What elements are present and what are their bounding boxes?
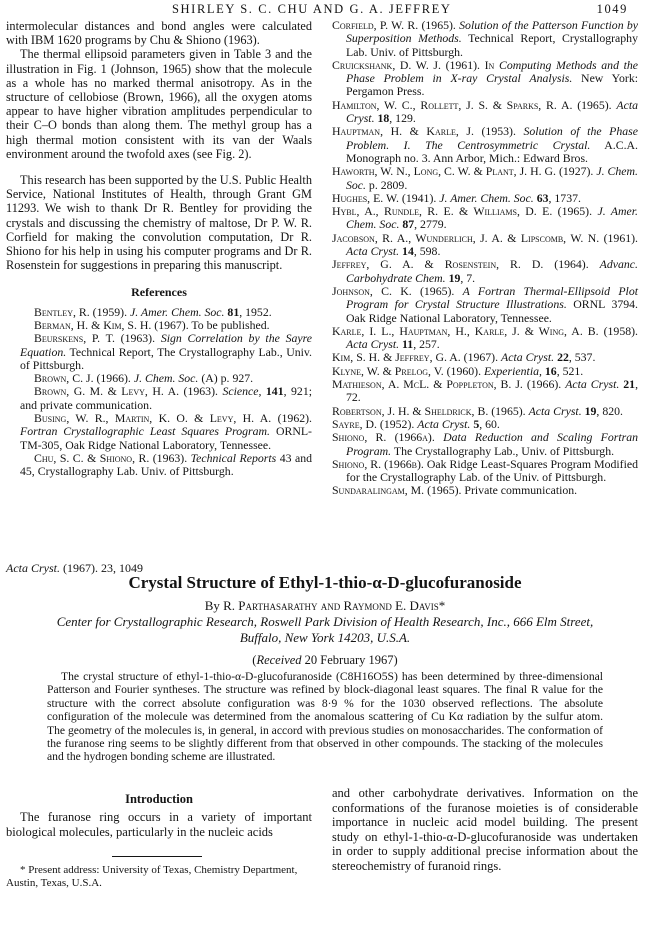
reference-source: J. Chem. Soc.: [346, 164, 638, 192]
reference-details: ORNL-TM-305, Oak Ridge National Laboratory, Tennessee.: [20, 424, 312, 452]
reference-details: , 820.: [596, 403, 623, 418]
received-label: Received: [256, 653, 302, 667]
reference-entry: [332, 232, 638, 259]
reference-details: To be published.: [188, 317, 270, 332]
reference-entry: [332, 325, 638, 352]
reference-entry: [332, 19, 638, 59]
page-number: 1049: [596, 2, 628, 16]
reference-source: J. Amer. Chem. Soc.: [439, 190, 534, 205]
reference-details: The Crystallography Lab., Univ. of Pittsburgh.: [391, 443, 615, 458]
reference-source: Acta Cryst.: [346, 244, 400, 259]
article-title: Crystal Structure of Ethyl-1-thio-α-D-glucofuranoside: [128, 573, 522, 592]
reference-details: , 537.: [568, 350, 596, 365]
left-column: [6, 19, 312, 479]
introduction-heading: Introduction: [125, 792, 193, 806]
reference-volume: 5: [473, 416, 480, 431]
reference-details: (A) p. 927.: [198, 371, 254, 386]
reference-authors: Sayre, D. (1952).: [332, 416, 415, 431]
references-heading: References: [131, 285, 187, 300]
reference-details: A.C.A. Monograph no. 3. Ann Arbor, Mich.: Edward Bros.: [346, 137, 638, 165]
running-title: SHIRLEY S. C. CHU AND G. A. JEFFREY: [172, 2, 452, 16]
reference-source: Acta Cryst.: [528, 403, 582, 418]
reference-source: Technical Reports: [190, 450, 277, 465]
reference-authors: Shiono, R. (1966a).: [332, 430, 435, 445]
introduction-right: and other carbohydrate derivatives. Information on the conformations of the furanose moieties is of considerable importance in nucleic acid model building. The present study on ethyl-1-thio-α-D-glucofuranoside was undertaken in order to supply additional precise information about the stereochemistry of furanoid rings.: [332, 786, 638, 873]
reference-authors: Jacobson, R. A., Wunderlich, J. A. & Lipscomb, W. N. (1961).: [332, 230, 638, 245]
footnote-rule: [112, 856, 202, 857]
reference-details: , 2779.: [414, 217, 447, 232]
reference-entry: [332, 378, 638, 405]
reference-details: , 1952.: [239, 304, 272, 319]
paragraph-thermal: The thermal ellipsoid parameters given in Table 3 and the illustration in Fig. 1 (Johnson, 1965) show that the molecule as a whole has no marked thermal anisotropy. As in the structure of cellobiose (Brown, 1966), all the oxygen atoms appear to have higher vibration amplitudes perpendicular to their C–O bonds than along them. The methyl group has a high thermal motion consistent with its van der Waals environment around the twofold axes (see Fig. 2).: [6, 47, 312, 161]
reference-entry: [332, 125, 638, 165]
reference-source: Experientia,: [483, 363, 542, 378]
received-line: (Received 20 February 1967): [252, 653, 398, 667]
reference-details: , 521.: [556, 363, 584, 378]
reference-authors: Corfield, P. W. R. (1965).: [332, 18, 456, 32]
reference-details: Technical Report, Crystallography Lab. Univ. of Pittsburgh.: [346, 31, 638, 59]
affiliation: Center for Crystallographic Research, Roswell Park Division of Health Research, Inc., 666 Elm Street, Buffalo, New York 14203, U.S.A.: [56, 614, 594, 645]
reference-details: New York: Pergamon Press.: [346, 71, 638, 99]
right-references-list: [332, 19, 638, 498]
reference-authors: Karle, I. L., Hauptman, H., Karle, J. & Wing, A. B. (1958).: [332, 323, 638, 338]
reference-details: , 60.: [479, 416, 500, 431]
reference-entry: [332, 351, 638, 364]
reference-details: , 598.: [413, 244, 441, 259]
reference-volume: 141: [265, 384, 284, 399]
reference-details: , 257.: [413, 337, 440, 352]
reference-details: , 72.: [346, 377, 639, 405]
reference-details: , 1737.: [548, 190, 581, 205]
reference-authors: Klyne, W. & Prelog, V. (1960).: [332, 363, 482, 378]
reference-volume: 14: [402, 244, 414, 259]
reference-entry: [6, 306, 312, 319]
reference-source: J. Amer. Chem. Soc.: [346, 204, 638, 232]
received-date: 20 February 1967: [304, 653, 394, 667]
footnote: * Present address: University of Texas, Chemistry Department, Austin, Texas, U.S.A.: [6, 864, 298, 889]
reference-details: , 7.: [460, 270, 476, 285]
reference-source: Sign Correlation by the Sayre Equation.: [20, 331, 312, 359]
reference-source: J. Chem. Soc.: [133, 371, 199, 386]
reference-source: Science,: [222, 384, 262, 399]
reference-authors: Hauptman, H. & Karle, J. (1953).: [332, 124, 516, 139]
reference-entry: [6, 372, 312, 385]
reference-entry: [6, 319, 312, 332]
citation-journal: Acta Cryst.: [6, 561, 60, 575]
reference-authors: Sundaralingam, M. (1965).: [332, 483, 462, 498]
reference-authors: Cruickshank, D. W. J. (1961). In: [332, 57, 495, 72]
reference-authors: Brown, G. M. & Levy, H. A. (1963).: [34, 384, 218, 399]
by-word: By: [204, 598, 220, 613]
reference-entry: [332, 59, 638, 99]
reference-volume: 16: [544, 363, 557, 378]
reference-authors: Mathieson, A. McL. & Poppleton, B. J. (1966).: [332, 377, 562, 392]
reference-entry: [332, 285, 638, 325]
reference-entry: [332, 258, 638, 285]
reference-entry: [332, 484, 638, 497]
reference-details: Technical Report, The Crystallography Lab., Univ. of Pittsburgh.: [20, 344, 312, 372]
reference-entry: [332, 205, 638, 232]
reference-authors: Brown, C. J. (1966).: [34, 371, 131, 386]
reference-entry: [332, 192, 638, 205]
reference-volume: 19: [448, 270, 461, 285]
reference-details: Oak Ridge Least-Squares Program Modified for the Crystallography Lab. of the Univ. of Pittsburgh.: [346, 456, 638, 485]
reference-authors: Johnson, C. K. (1965).: [332, 283, 455, 298]
reference-source: Acta Cryst.: [565, 377, 620, 392]
reference-source: Fortran Crystallographic Least Squares Program.: [20, 424, 270, 439]
reference-volume: 19: [584, 403, 597, 418]
introduction-left: The furanose ring occurs in a variety of important biological molecules, particularly in the nucleic acids: [6, 810, 312, 839]
reference-authors: Berman, H. & Kim, S. H. (1967).: [34, 317, 189, 332]
reference-source: Solution of the Patterson Function by Superposition Methods.: [346, 18, 639, 46]
reference-volume: 11: [402, 337, 414, 352]
reference-source: Acta Cryst.: [346, 97, 639, 126]
reference-authors: Robertson, J. H. & Sheldrick, B. (1965).: [332, 403, 526, 418]
reference-authors: Hamilton, W. C., Rollett, J. S. & Sparks, R. A. (1965).: [332, 97, 612, 112]
reference-authors: Hybl, A., Rundle, R. E. & Williams, D. E. (1965).: [332, 204, 593, 219]
reference-authors: Bentley, R. (1959).: [34, 304, 128, 319]
citation-details: (1967). 23, 1049: [63, 561, 143, 575]
reference-authors: Hughes, E. W. (1941).: [332, 190, 437, 205]
reference-entry: [332, 418, 638, 431]
acknowledgements: This research has been supported by the U.S. Public Health Service, National Institutes of Health, through Grant GM 11293. We wish to thank Dr R. Bentley for providing the crystals and discussing the chemistry of maltose, Dr P. W. R. Corfield for making the convolution computation, Dr R. Shiono for his help in using his computer programs and Dr R. Rosenstein for suggestions in preparing this manuscript.: [6, 173, 312, 273]
abstract: The crystal structure of ethyl-1-thio-α-D-glucofuranoside (C8H16O5S) has been determined by three-dimensional Patterson and Fourier syntheses. The structure was refined by block-diagonal least squares. The final R value for the structure with the correct absolute configuration was 8·9 % for the 1030 observed reflections. The absolute configuration of the molecule was determined from the anomalous scattering of Cu Kα radiation by the sulfur atom. The geometry of the molecules is, in general, in accord with previous studies on monosaccharides. The conformation of the furanose ring seems to be slightly different from that observed in other compounds. The stacking of the molecules and the hydrogen bonding scheme are illustrated.: [47, 670, 603, 764]
reference-volume: 18: [377, 111, 390, 126]
reference-source: Acta Cryst.: [346, 337, 400, 352]
reference-entry: [332, 99, 638, 126]
reference-volume: 63: [536, 190, 549, 205]
reference-authors: Busing, W. R., Martin, K. O. & Levy, H. A. (1962).: [34, 411, 312, 426]
reference-volume: 87: [402, 217, 415, 232]
reference-authors: Jeffrey, G. A. & Rosenstein, R. D. (1964).: [332, 257, 589, 272]
paragraph-continued: intermolecular distances and bond angles were calculated with IBM 1620 programs by Chu & Shiono (1963).: [6, 19, 312, 48]
reference-entry: [332, 365, 638, 378]
reference-entry: [6, 412, 312, 452]
reference-entry: [332, 458, 638, 485]
reference-source: Advanc. Carbohydrate Chem.: [346, 257, 638, 285]
reference-entry: [6, 332, 312, 372]
reference-details: , 921; and private communication.: [20, 384, 313, 412]
reference-authors: Chu, S. C. & Shiono, R. (1963).: [34, 450, 188, 465]
reference-source: Data Reduction and Scaling Fortran Program.: [346, 430, 638, 458]
reference-source: Solution of the Phase Problem. I. The Centrosymmetric Crystal.: [346, 124, 639, 152]
reference-source: Computing Methods and the Phase Problem in X-ray Crystal Analysis.: [346, 57, 639, 86]
reference-authors: Shiono, R. (1966b).: [332, 456, 424, 471]
left-references-list: [6, 306, 312, 479]
article-authors: R. Parthasarathy and Raymond E. Davis*: [223, 598, 446, 613]
reference-entry: [6, 385, 312, 412]
reference-source: Acta Cryst.: [417, 416, 471, 431]
running-header: [0, 0, 650, 20]
reference-volume: 21: [623, 377, 636, 392]
reference-entry: [6, 452, 312, 479]
reference-source: Acta Cryst.: [501, 350, 555, 365]
reference-details: ORNL 3794. Oak Ridge National Laboratory, Tennessee.: [346, 297, 638, 325]
reference-volume: 81: [227, 304, 240, 319]
reference-authors: Haworth, W. N., Long, C. W. & Plant, J. H. G. (1927).: [332, 164, 594, 179]
reference-details: p. 2809.: [365, 177, 408, 192]
reference-entry: [332, 405, 638, 418]
reference-authors: Kim, S. H. & Jeffrey, G. A. (1967).: [332, 350, 499, 365]
reference-details: , 129.: [389, 111, 416, 126]
article-byline: [0, 598, 650, 614]
reference-details: Private communication.: [461, 483, 578, 498]
reference-details: 43 and 45, Crystallography Lab. Univ. of Pittsburgh.: [20, 450, 313, 479]
reference-source: J. Amer. Chem. Soc.: [130, 304, 225, 319]
reference-entry: [332, 165, 638, 192]
reference-entry: [332, 431, 638, 458]
reference-authors: Beurskens, P. T. (1963).: [34, 331, 156, 346]
reference-source: A Fortran Thermal-Ellipsoid Plot Program for Crystal Structure Illustrations.: [346, 283, 638, 312]
reference-volume: 22: [557, 350, 569, 365]
